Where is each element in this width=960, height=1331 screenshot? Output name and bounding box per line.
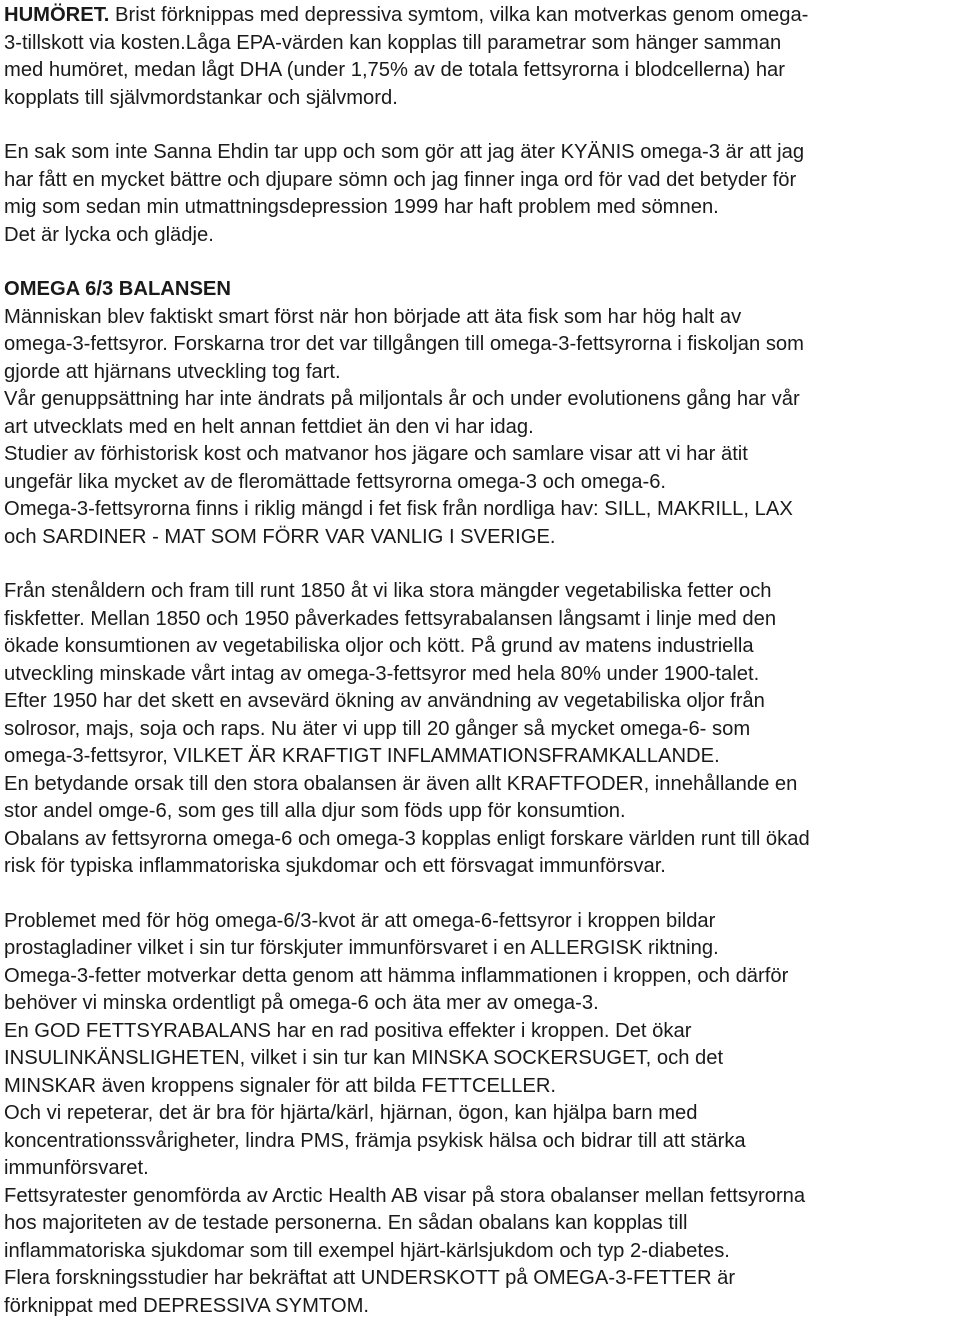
intro-heading: HUMÖRET.: [4, 4, 110, 26]
intro-paragraph: [4, 2, 956, 112]
section-paragraph: Människan blev faktiskt smart först när hon började att äta fisk som har hög halt av omega-3-fettsyror. Forskarna tror det var tillgången till omega-3-fettsyrorna i fiskoljan som gjorde att hjärnans utveckling tog fart. Vår genuppsättning har inte ändrats på miljontals år och under evolutionens gång har vår art utvecklats med en helt annan fettdiet än den vi har idag. Studier av förhistorisk kost och matvanor hos jägare och samlare visar att vi har ätit ungefär lika mycket av de fleromättade fettsyrorna omega-3 och omega-6. Omega-3-fettsyrorna finns i riklig mängd i fet fisk från nordliga hav: SILL, MAKRILL, LAX och SARDINER - MAT SOM FÖRR VAR VANLIG I SVERIGE.: [4, 305, 804, 548]
intro-text: Brist förknippas med depressiva symtom, vilka kan motverkas genom omega- 3-tillskott via kosten.Låga EPA-värden kan kopplas till parametrar som hänger samman med humöret, medan lågt DHA (under 1,75% av de totala fettsyrorna i blodcellerna) har kopplats till självmordstankar och självmord.: [4, 4, 809, 109]
problem-paragraph: Problemet med för hög omega-6/3-kvot är att omega-6-fettsyror i kroppen bildar prostagladiner vilket i sin tur förskjuter immunförsvaret i en ALLERGISK riktning. Omega-3-fetter motverkar detta genom att hämma inflammationen i kroppen, och därför behöver vi minska ordentligt på omega-6 och äta mer av omega-3. En GOD FETTSYRABALANS har en rad positiva effekter i kroppen. Det ökar INSULINKÄNSLIGHETEN, vilket i sin tur kan MINSKA SOCKERSUGET, och det MINSKAR även kroppens signaler för att bilda FETTCELLER. Och vi repeterar, det är bra för hjärta/kärl, hjärnan, ögon, kan hjälpa barn med koncentrationssvårigheter, lindra PMS, främja psykisk hälsa och bidrar till att stärka immunförsvaret. Fettsyratester genomförda av Arctic Health AB visar på stora obalanser mellan fettsyrorna hos majoriteten av de testade personerna. En sådan obalans kan kopplas till inflammatoriska sjukdomar som till exempel hjärt-kärlsjukdom och typ 2-diabetes. Flera forskningsstudier har bekräftat att UNDERSKOTT på OMEGA-3-FETTER är förknippat med DEPRESSIVA SYMTOM.: [4, 909, 806, 1317]
personal-paragraph: En sak som inte Sanna Ehdin tar upp och som gör att jag äter KYÄNIS omega-3 är att jag har fått en mycket bättre och djupare sömn och jag finner inga ord för vad det betyder för mig som sedan min utmattningsdepression 1999 har haft problem med sömnen. Det är lycka och glädje.: [4, 141, 805, 246]
section-heading: OMEGA 6/3 BALANSEN: [4, 278, 231, 300]
history-paragraph: Från stenåldern och fram till runt 1850 åt vi lika stora mängder vegetabiliska fetter och fiskfetter. Mellan 1850 och 1950 påverkades fettsyrabalansen långsamt i linje med den ökade konsumtionen av vegetabiliska oljor och kött. På grund av matens industriella utveckling minskade vårt intag av omega-3-fettsyror med hela 80% under 1900-talet. Efter 1950 har det skett en avsevärd ökning av användning av vegetabiliska oljor från solrosor, majs, soja och raps. Nu äter vi upp till 20 gånger så mycket omega-6- som omega-3-fettsyror, VILKET ÄR KRAFTIGT INFLAMMATIONSFRAMKALLANDE. En betydande orsak till den stora obalansen är även allt KRAFTFODER, innehållande en stor andel omge-6, som ges till alla djur som föds upp för konsumtion. Obalans av fettsyrorna omega-6 och omega-3 kopplas enligt forskare världen runt till ökad risk för typiska inflammatoriska sjukdomar och ett försvagat immunförsvar.: [4, 580, 810, 877]
